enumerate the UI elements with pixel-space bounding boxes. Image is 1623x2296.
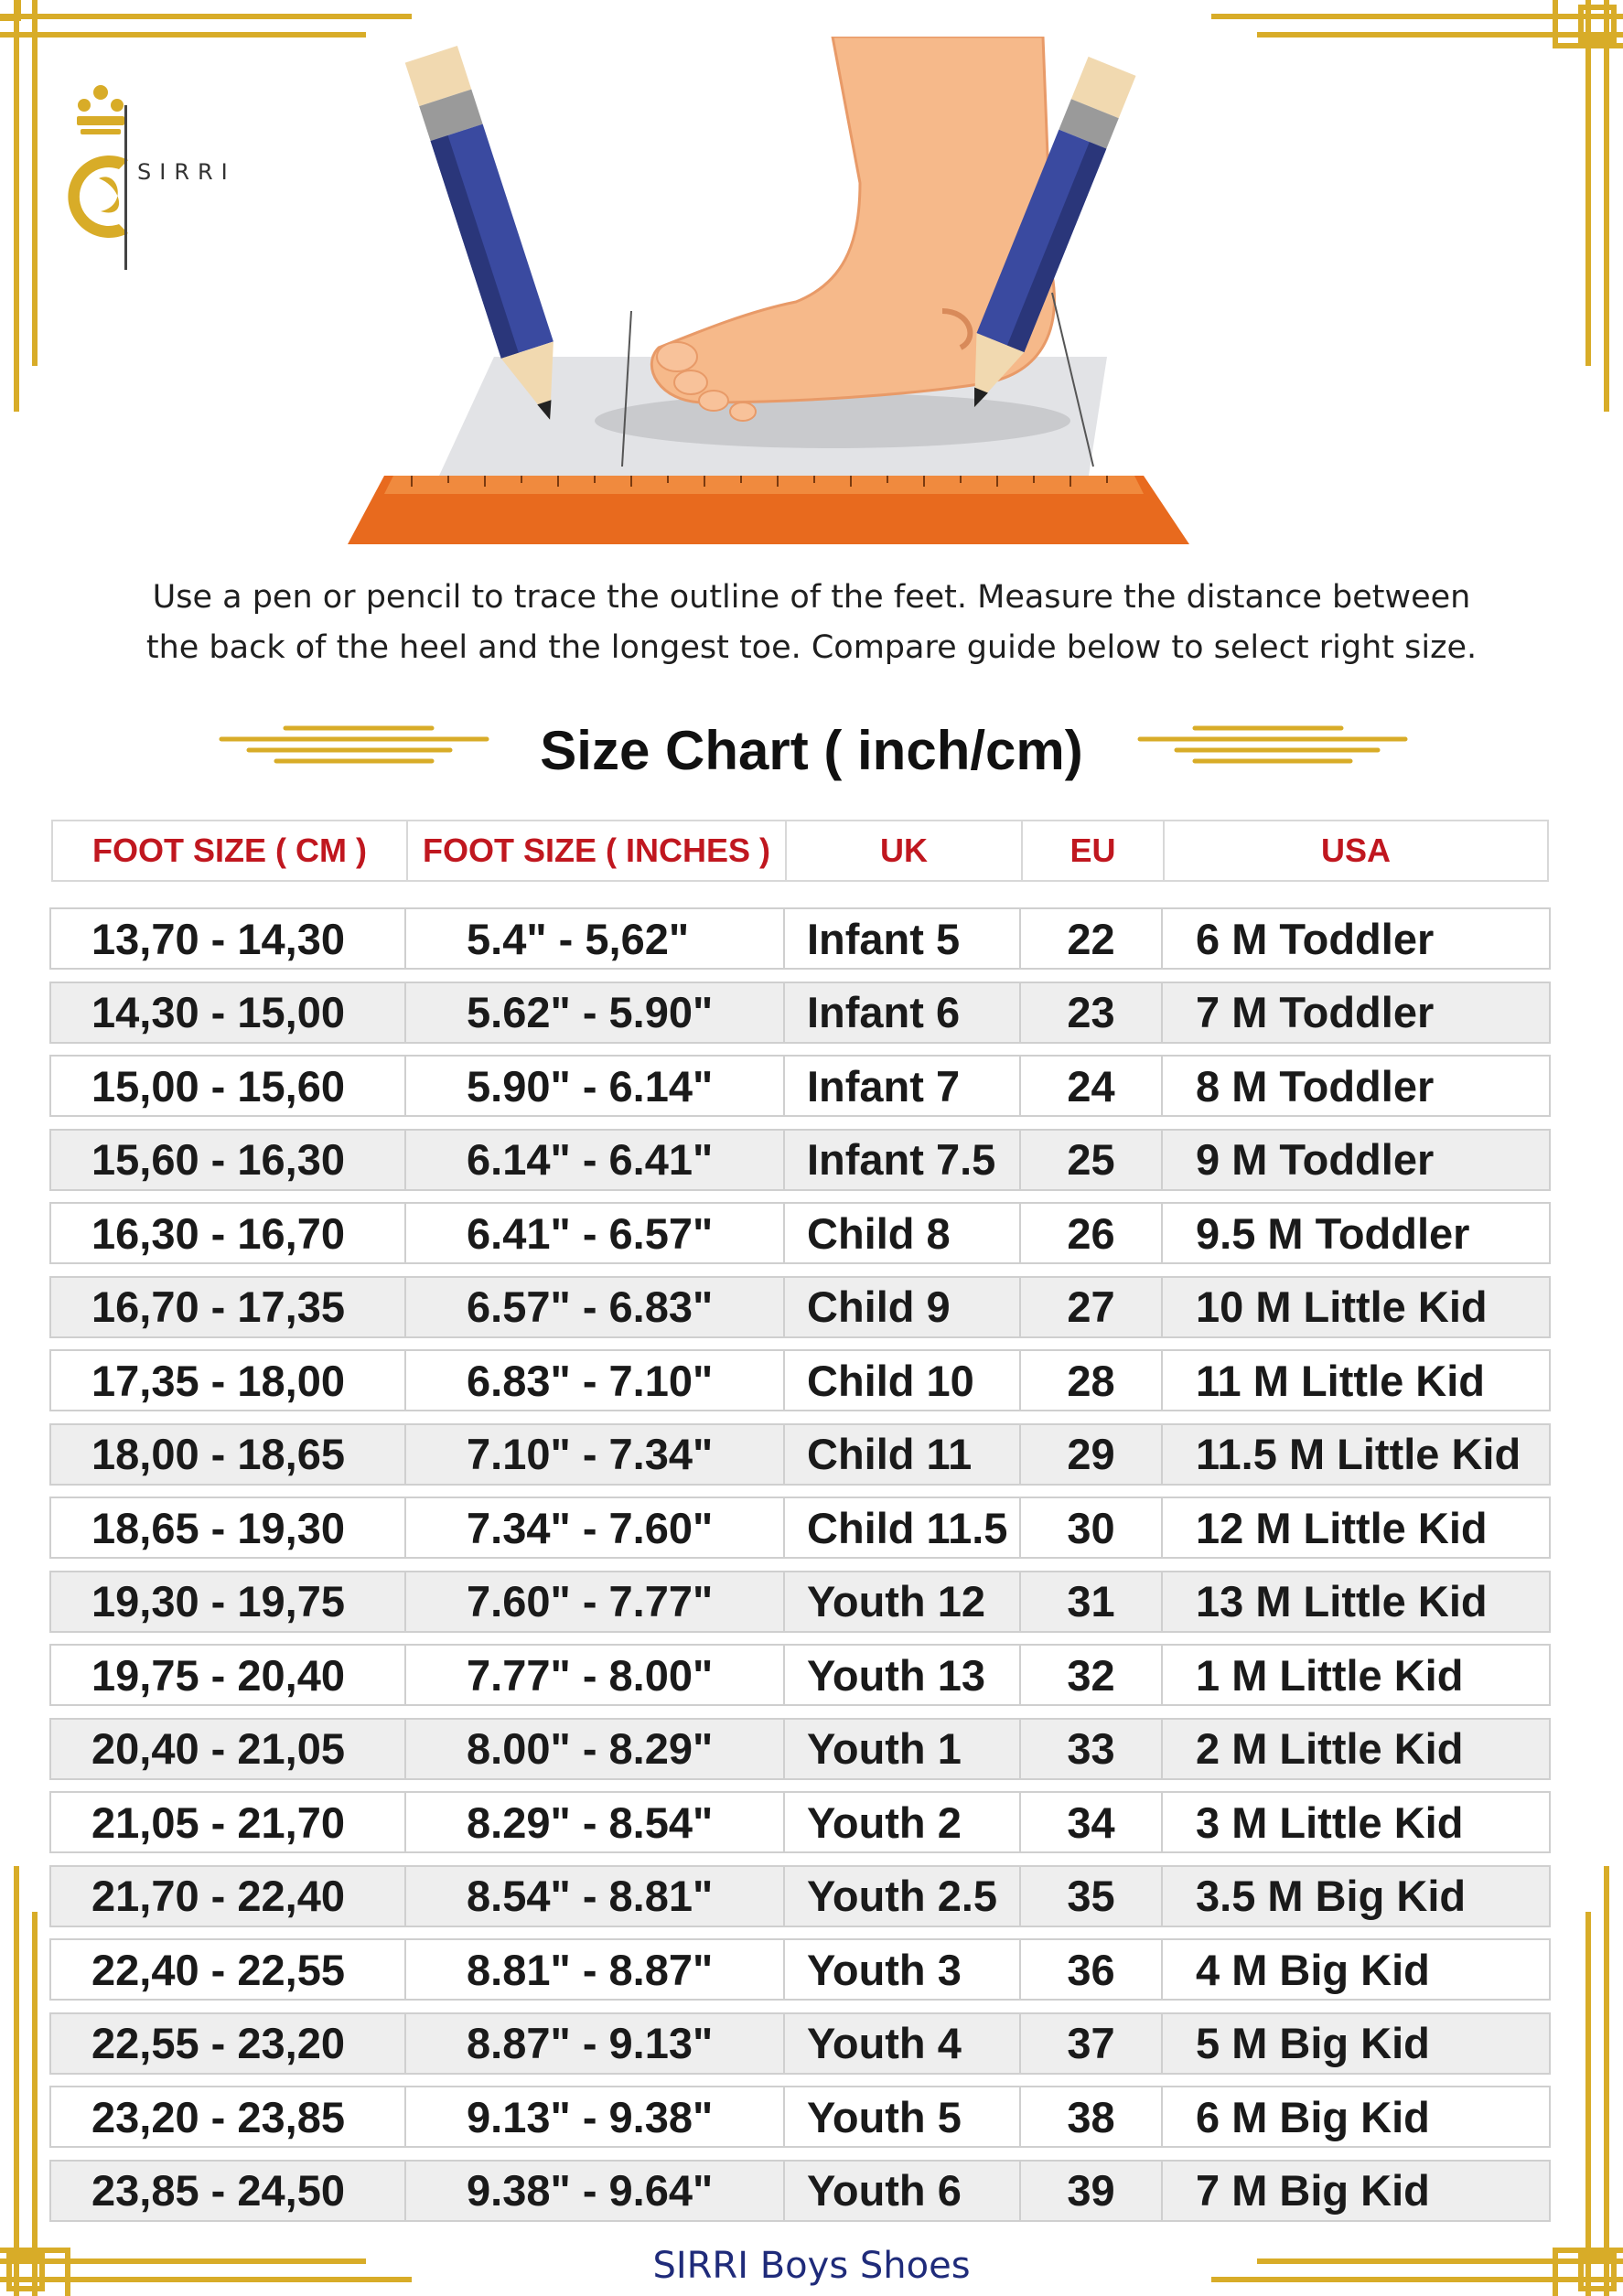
table-row [49, 1055, 1551, 1117]
cell-eu: 33 [1021, 1720, 1163, 1778]
cell-inches: 8.87" - 9.13" [406, 2014, 785, 2073]
cell-inches: 9.13" - 9.38" [406, 2087, 785, 2146]
cell-usa: 2 M Little Kid [1196, 1724, 1464, 1773]
cell-inches: 6.41" - 6.57" [406, 1204, 785, 1262]
cell-eu: 30 [1021, 1498, 1163, 1557]
table-row [49, 1865, 1551, 1927]
cell-usa: 5 M Big Kid [1196, 2019, 1430, 2067]
cell-eu: 34 [1021, 1793, 1163, 1851]
table-row [49, 1349, 1551, 1411]
table-row [49, 1791, 1551, 1853]
cell-uk: Infant 7 [785, 1057, 1021, 1115]
cell-uk: Youth 4 [785, 2014, 1021, 2073]
cell-inches: 7.60" - 7.77" [406, 1572, 785, 1631]
instructions-line-2: the back of the heel and the longest toe. Compare guide below to select right size. [145, 629, 1478, 666]
cell-uk: Child 8 [785, 1204, 1021, 1262]
cell-inches: 6.14" - 6.41" [406, 1131, 785, 1189]
cell-uk: Youth 3 [785, 1940, 1021, 1999]
cell-eu: 25 [1021, 1131, 1163, 1189]
cell-inches: 7.77" - 8.00" [406, 1646, 785, 1704]
table-row [49, 982, 1551, 1044]
cell-cm: 20,40 - 21,05 [51, 1720, 406, 1778]
cell-inches: 5.90" - 6.14" [406, 1057, 785, 1115]
cell-cm: 13,70 - 14,30 [51, 909, 406, 968]
cell-usa: 11.5 M Little Kid [1196, 1430, 1521, 1478]
cell-cm: 17,35 - 18,00 [51, 1351, 406, 1410]
cell-eu: 24 [1021, 1057, 1163, 1115]
cell-cm: 22,40 - 22,55 [51, 1940, 406, 1999]
cell-eu: 22 [1021, 909, 1163, 968]
cell-usa: 6 M Toddler [1196, 914, 1435, 963]
cell-cm: 23,20 - 23,85 [51, 2087, 406, 2146]
cell-uk: Child 11.5 [785, 1498, 1021, 1557]
cell-cm: 15,60 - 16,30 [51, 1131, 406, 1189]
cell-cm: 15,00 - 15,60 [51, 1057, 406, 1115]
cell-usa: 4 M Big Kid [1196, 1945, 1430, 1994]
cell-cm: 14,30 - 15,00 [51, 983, 406, 1042]
cell-usa: 6 M Big Kid [1196, 2092, 1430, 2141]
footer-brand: SIRRI Boys Shoes [652, 2245, 971, 2287]
cell-usa: 7 M Toddler [1196, 988, 1435, 1036]
cell-cm: 23,85 - 24,50 [51, 2162, 406, 2220]
cell-eu: 37 [1021, 2014, 1163, 2073]
table-row [49, 1938, 1551, 2001]
cell-cm: 19,75 - 20,40 [51, 1646, 406, 1704]
cell-cm: 21,05 - 21,70 [51, 1793, 406, 1851]
cell-uk: Child 11 [785, 1425, 1021, 1484]
cell-cm: 18,00 - 18,65 [51, 1425, 406, 1484]
table-row [49, 1129, 1551, 1191]
cell-eu: 38 [1021, 2087, 1163, 2146]
cell-inches: 7.10" - 7.34" [406, 1425, 785, 1484]
cell-uk: Infant 7.5 [785, 1131, 1021, 1189]
cell-eu: 27 [1021, 1278, 1163, 1336]
title-decoration-right [1131, 713, 1414, 787]
table-row [49, 2160, 1551, 2222]
cell-inches: 9.38" - 9.64" [406, 2162, 785, 2220]
cell-usa: 9.5 M Toddler [1196, 1208, 1470, 1258]
cell-eu: 28 [1021, 1351, 1163, 1410]
cell-usa: 11 M Little Kid [1196, 1356, 1485, 1405]
cell-uk: Youth 6 [785, 2162, 1021, 2220]
instructions-line-1: Use a pen or pencil to trace the outline of the feet. Measure the distance between [152, 579, 1471, 616]
cell-uk: Child 10 [785, 1351, 1021, 1410]
cell-usa: 3 M Little Kid [1196, 1797, 1464, 1847]
cell-eu: 29 [1021, 1425, 1163, 1484]
cell-eu: 23 [1021, 983, 1163, 1042]
cell-cm: 22,55 - 23,20 [51, 2014, 406, 2073]
header-usa: USA [1320, 831, 1391, 869]
cell-inches: 8.00" - 8.29" [406, 1720, 785, 1778]
table-row [49, 1202, 1551, 1264]
cell-uk: Youth 2.5 [785, 1867, 1021, 1926]
cell-usa: 1 M Little Kid [1196, 1650, 1464, 1700]
cell-eu: 39 [1021, 2162, 1163, 2220]
table-row [49, 2012, 1551, 2075]
table-row [49, 1423, 1551, 1486]
cell-eu: 36 [1021, 1940, 1163, 1999]
cell-uk: Youth 13 [785, 1646, 1021, 1704]
cell-inches: 8.54" - 8.81" [406, 1867, 785, 1926]
header-uk: UK [787, 821, 1023, 880]
cell-usa: 7 M Big Kid [1196, 2166, 1430, 2215]
size-chart-title: Size Chart ( inch/cm) [540, 720, 1083, 781]
cell-eu: 32 [1021, 1646, 1163, 1704]
cell-uk: Infant 5 [785, 909, 1021, 968]
cell-uk: Youth 12 [785, 1572, 1021, 1631]
header-foot-size-inches: FOOT SIZE ( INCHES ) [408, 821, 787, 880]
cell-cm: 19,30 - 19,75 [51, 1572, 406, 1631]
logo-wordmark: SIRRI [137, 159, 236, 185]
cell-inches: 5.62" - 5.90" [406, 983, 785, 1042]
table-row [49, 1644, 1551, 1706]
size-table-body [49, 907, 1551, 2233]
foot-measuring-illustration [320, 37, 1235, 558]
table-row [49, 1497, 1551, 1559]
cell-usa: 9 M Toddler [1196, 1135, 1435, 1184]
table-row [49, 2086, 1551, 2148]
cell-uk: Youth 5 [785, 2087, 1021, 2146]
cell-cm: 21,70 - 22,40 [51, 1867, 406, 1926]
cell-inches: 6.57" - 6.83" [406, 1278, 785, 1336]
table-row [49, 1571, 1551, 1633]
cell-inches: 8.29" - 8.54" [406, 1793, 785, 1851]
cell-usa: 3.5 M Big Kid [1196, 1872, 1467, 1920]
cell-uk: Youth 2 [785, 1793, 1021, 1851]
cell-eu: 26 [1021, 1204, 1163, 1262]
cell-uk: Infant 6 [785, 983, 1021, 1042]
measuring-instructions [55, 573, 1568, 673]
cell-usa: 8 M Toddler [1196, 1061, 1435, 1110]
cell-cm: 16,70 - 17,35 [51, 1278, 406, 1336]
cell-usa: 10 M Little Kid [1196, 1282, 1488, 1331]
header-eu: EU [1023, 821, 1165, 880]
table-header [51, 820, 1549, 882]
cell-eu: 35 [1021, 1867, 1163, 1926]
cell-inches: 6.83" - 7.10" [406, 1351, 785, 1410]
cell-eu: 31 [1021, 1572, 1163, 1631]
table-row [49, 1718, 1551, 1780]
cell-usa: 12 M Little Kid [1196, 1503, 1488, 1552]
cell-uk: Youth 1 [785, 1720, 1021, 1778]
cell-inches: 8.81" - 8.87" [406, 1940, 785, 1999]
cell-usa: 13 M Little Kid [1196, 1577, 1488, 1625]
cell-inches: 5.4" - 5,62" [406, 909, 785, 968]
cell-inches: 7.34" - 7.60" [406, 1498, 785, 1557]
table-row [49, 1276, 1551, 1338]
cell-uk: Child 9 [785, 1278, 1021, 1336]
header-foot-size-cm: FOOT SIZE ( CM ) [53, 821, 408, 880]
cell-cm: 18,65 - 19,30 [51, 1498, 406, 1557]
title-bar [0, 713, 1623, 787]
table-row [49, 907, 1551, 970]
cell-cm: 16,30 - 16,70 [51, 1204, 406, 1262]
